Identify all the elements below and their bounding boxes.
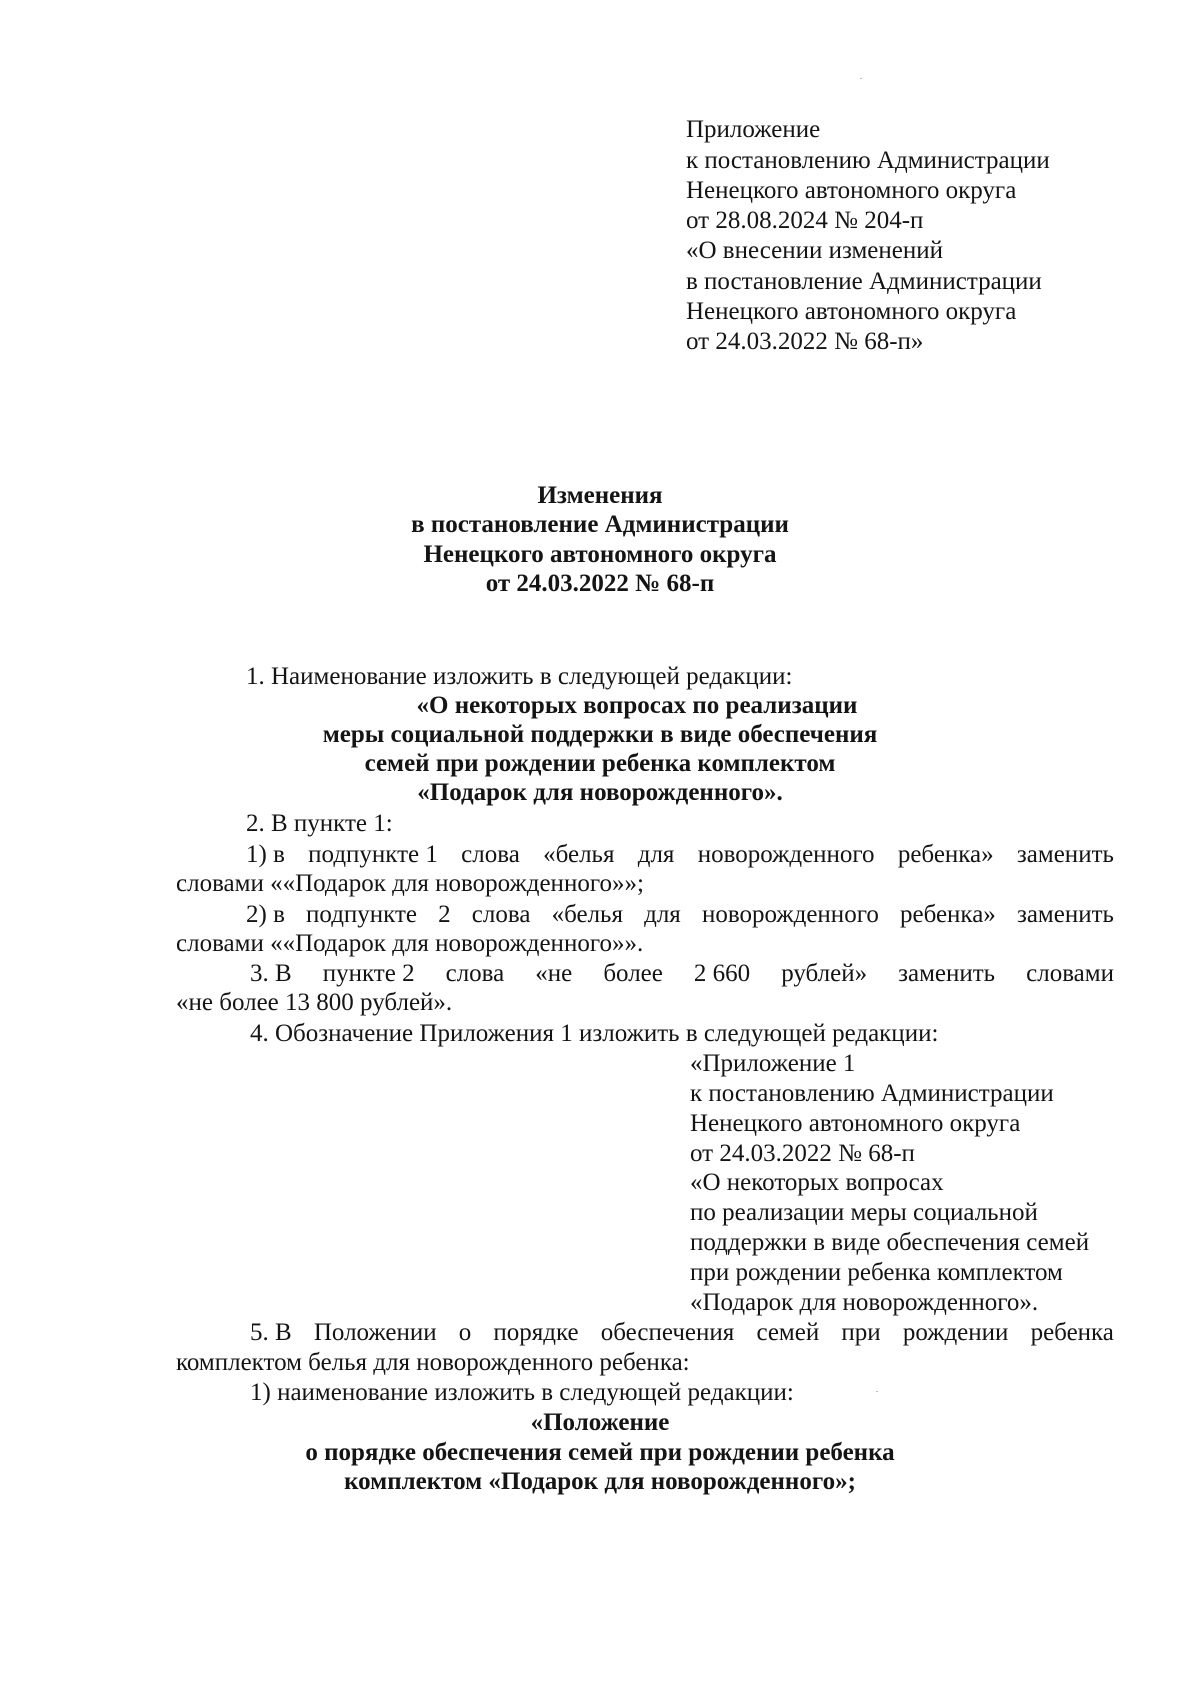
annex-line: «Подарок для новорожденного». [690,1289,1039,1316]
word: 1) в [246,841,285,868]
header-line: к постановлению Администрации [686,147,1050,174]
word: для [637,841,675,868]
word: «не [535,960,573,987]
item-2-sub2-cont: словами ««Подарок для новорожденного»». [176,930,644,957]
item-5-heading-line: «Положение [530,1409,670,1436]
item-2-sub1-line [246,840,1114,870]
word: 2) в [246,901,285,928]
word: семей [756,1319,820,1346]
scan-speck [876,1391,878,1392]
word: заменить [1016,901,1114,928]
item-5-heading-line: комплектом «Подарок для новорожденного»; [344,1468,856,1495]
annex-line: по реализации меры социальной [690,1199,1038,1226]
annex-line: «О некоторых вопросах [690,1169,944,1196]
word: «белья [551,901,623,928]
word: «белья [543,841,615,868]
annex-line: поддержки в виде обеспечения семей [690,1229,1090,1256]
word: для [644,901,681,928]
item-3-line [250,959,1114,989]
word: 2 [438,901,451,928]
title-line: от 24.03.2022 № 68-п [485,570,715,597]
annex-line: Ненецкого автономного округа [690,1110,1021,1137]
word: слова [461,841,520,868]
word: заменить [898,960,996,987]
header-line: Ненецкого автономного округа [686,298,1017,325]
scan-speck [860,78,862,79]
item-3-cont: «не более 13 800 рублей». [176,989,453,1016]
word: ребенка» [897,841,994,868]
word: слова [445,960,505,987]
word: новорожденного [697,841,875,868]
word: обеспечения [600,1319,735,1346]
item-1-quote-line: «О некоторых вопросах по реализации [416,692,858,719]
word: ребенка [1030,1319,1114,1346]
word: 3. В [250,960,292,987]
item-2-intro: 2. В пункте 1: [246,810,393,837]
annex-line: к постановлению Администрации [690,1080,1054,1107]
header-line: от 24.03.2022 № 68-п» [686,328,924,355]
word: при [841,1319,881,1346]
header-line: Приложение [686,116,821,143]
item-1-quote-last [0,778,1200,808]
item-5-cont: комплектом белья для новорожденного ребенка: [176,1349,690,1376]
word: новорожденного [701,901,879,928]
word: словами [1026,960,1114,987]
annex-line: «Приложение 1 [690,1050,856,1077]
word: подпункте 1 [308,841,438,868]
item-5-heading-line: о порядке обеспечения семей при рождении ребенка [305,1439,895,1466]
item-4-intro: 4. Обозначение Приложения 1 изложить в следующей редакции: [250,1020,939,1047]
item-1-intro: 1. Наименование изложить в следующей редакции: [246,663,793,690]
word: Положении [313,1319,437,1346]
item-1-quote-line: «Подарок для новорожденного». [417,779,783,806]
header-line: в постановление Администрации [686,268,1042,295]
item-5-sub1-intro: 1) наименование изложить в следующей редакции: [250,1379,794,1406]
word: заменить [1016,841,1114,868]
word: рублей» [781,960,868,987]
word: 2 660 [693,960,751,987]
title-line: Ненецкого автономного округа [423,541,777,568]
item-2-sub1-cont: словами ««Подарок для новорожденного»»; [176,870,644,897]
item-2-sub2-line [246,900,1114,930]
header-line: от 28.08.2024 № 204-п [686,207,924,234]
word: о [458,1319,472,1346]
item-5-line [250,1318,1114,1348]
annex-line: при рождении ребенка комплектом [690,1259,1063,1286]
item-1-quote-line: меры социальной поддержки в виде обеспечения [322,721,878,748]
annex-line: от 24.03.2022 № 68-п [690,1140,915,1167]
header-line: «О внесении изменений [686,237,944,264]
word: рождении [902,1319,1009,1346]
word: ребенка» [899,901,996,928]
word: более [603,960,663,987]
word: слова [471,901,531,928]
title-line: в постановление Администрации [411,511,789,538]
item-1-quote-line: семей при рождении ребенка комплектом [364,750,836,777]
header-line: Ненецкого автономного округа [686,177,1017,204]
title-line: Изменения [537,482,663,509]
word: пункте 2 [322,960,415,987]
word: порядке [493,1319,579,1346]
word: подпункте [306,901,418,928]
word: 5. В [250,1319,292,1346]
